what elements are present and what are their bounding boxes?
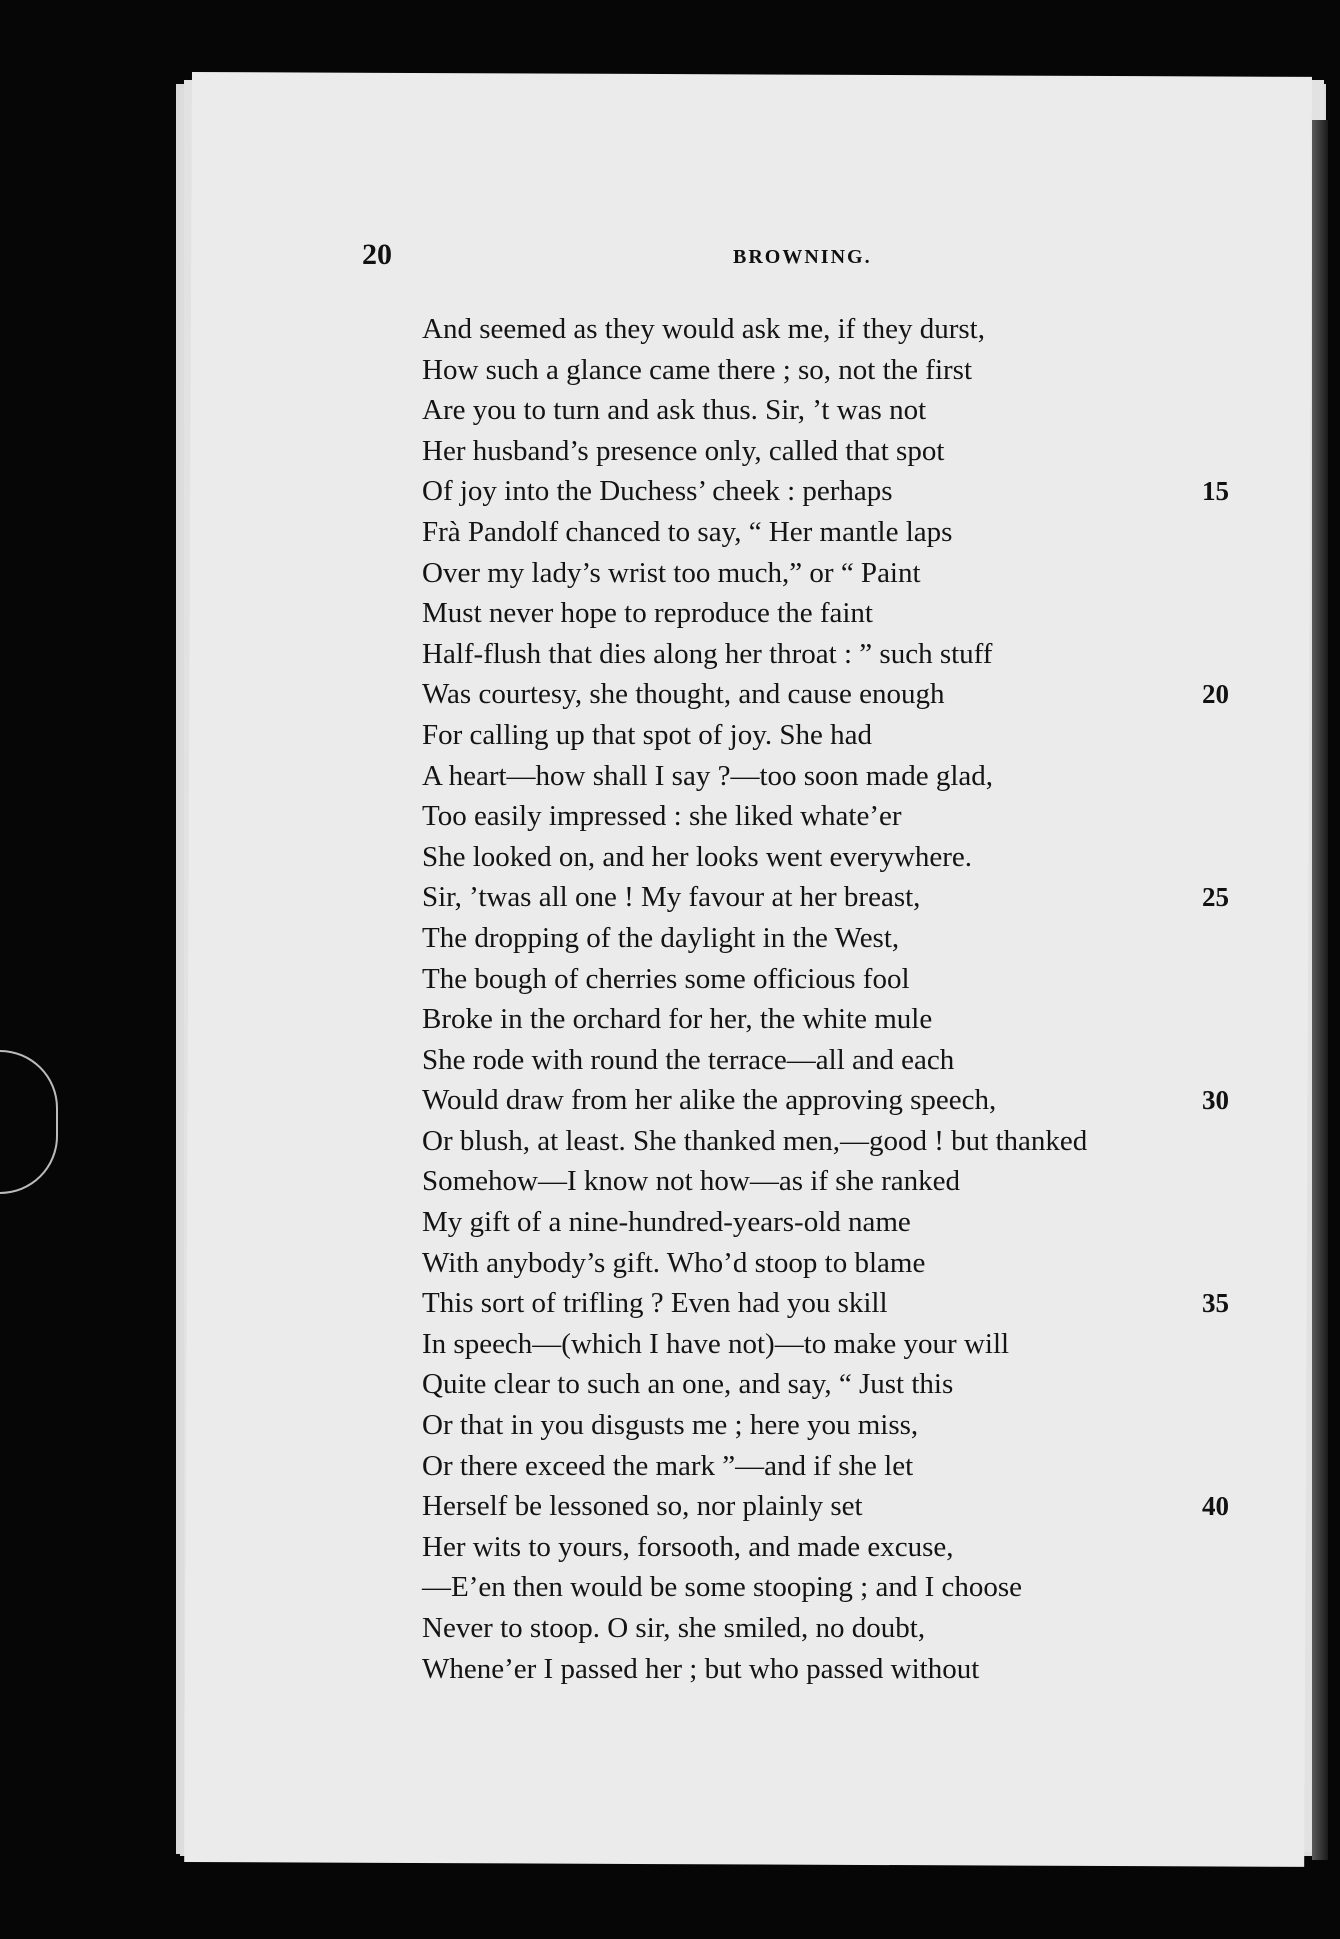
poem-line-text: Or blush, at least. She thanked men,—good ! but thanked [422,1124,1088,1157]
poem-line-text: My gift of a nine-hundred-years-old name [422,1206,911,1239]
poem-line [422,1243,1282,1284]
poem-line [422,431,1282,472]
poem-line [422,634,1282,675]
poem-line-text: Whene’er I passed her ; but who passed without [422,1652,980,1685]
poem-line-text: Frà Pandolf chanced to say, “ Her mantle laps [422,515,953,548]
poem-line [422,1121,1282,1162]
poem-line-text: How such a glance came there ; so, not the first [422,353,973,386]
poem-line-text: She rode with round the terrace—all and each [422,1043,955,1076]
page-number: 20 [362,238,392,271]
poem-line-text: Are you to turn and ask thus. Sir, ’t was not [422,394,927,427]
poem-line [422,1040,1282,1081]
poem-line [422,959,1282,1000]
poem-line-text: Of joy into the Duchess’ cheek : perhaps [422,475,893,508]
poem-line-text: The dropping of the daylight in the West, [422,921,900,954]
running-head: BROWNING. [733,246,872,268]
poem-line [422,756,1282,797]
poem-line-text: Too easily impressed : she liked whate’er [422,800,902,833]
poem-line [422,309,1282,350]
poem-line-text: Half-flush that dies along her throat : ” such stuff [422,637,993,670]
poem-line-text: Must never hope to reproduce the faint [422,597,873,630]
poem-line [422,796,1282,837]
poem-line [422,837,1282,878]
poem-line-text: Over my lady’s wrist too much,” or “ Paint [422,556,921,589]
poem-line [422,1202,1282,1243]
poem-line [422,1080,1282,1121]
page-curl-shadow [0,1050,58,1194]
poem-line-text: For calling up that spot of joy. She had [422,718,872,751]
poem-line-text: Quite clear to such an one, and say, “ Just this [422,1368,954,1401]
poem-line [422,1283,1282,1324]
poem-line-text: Or that in you disgusts me ; here you miss, [422,1409,919,1442]
poem-line [422,918,1282,959]
poem-line-text: Herself be lessoned so, nor plainly set [422,1490,863,1523]
poem-line-text: Or there exceed the mark ”—and if she let [422,1449,914,1482]
poem-line-text: Her wits to yours, forsooth, and made excuse, [422,1530,954,1563]
poem-line-text: And seemed as they would ask me, if they durst, [422,313,985,345]
poem-line [422,553,1282,594]
line-number: 40 [1202,1491,1229,1522]
poem-line [422,593,1282,634]
poem-line [422,1324,1282,1365]
poem-line [422,1486,1282,1527]
poem-line-text: Was courtesy, she thought, and cause enough [422,678,945,711]
poem-line-text: This sort of trifling ? Even had you skill [422,1287,888,1320]
line-number: 25 [1202,882,1229,913]
poem-line [422,1608,1282,1649]
poem-line-text: Sir, ’twas all one ! My favour at her breast, [422,881,921,914]
poem-line-text: Would draw from her alike the approving speech, [422,1084,997,1117]
poem-line [422,999,1282,1040]
poem-line-text: —E’en then would be some stooping ; and I choose [422,1571,1023,1604]
poem-line-text: She looked on, and her looks went everywhere. [422,840,973,873]
poem-line [422,1161,1282,1202]
line-number: 30 [1202,1085,1229,1116]
poem-line [422,390,1282,431]
poem-line-text: In speech—(which I have not)—to make your will [422,1327,1010,1360]
poem-line [422,715,1282,756]
poem-line [422,1446,1282,1487]
poem-line [422,877,1282,918]
poem-line [422,1405,1282,1446]
poem-line-text: Never to stoop. O sir, she smiled, no doubt, [422,1612,926,1644]
poem-body [422,309,1282,1689]
poem-line-text: With anybody’s gift. Who’d stoop to blame [422,1246,926,1279]
poem-line [422,1364,1282,1405]
poem-line [422,1649,1282,1690]
poem-line-text: Somehow—I know not how—as if she ranked [422,1165,961,1198]
line-number: 20 [1202,679,1229,710]
poem-line [422,1567,1282,1608]
page-edge-shadow [1312,120,1328,1860]
poem-line [422,350,1282,391]
line-number: 15 [1202,476,1229,507]
poem-line-text: Broke in the orchard for her, the white mule [422,1003,933,1036]
poem-line [422,1527,1282,1568]
line-number: 35 [1202,1288,1229,1319]
poem-line-text: Her husband’s presence only, called that spot [422,434,945,467]
poem-line-text: A heart—how shall I say ?—too soon made glad, [422,759,994,792]
poem-line [422,674,1282,715]
poem-line [422,471,1282,512]
poem-line-text: The bough of cherries some officious fool [422,962,910,995]
poem-line [422,512,1282,553]
